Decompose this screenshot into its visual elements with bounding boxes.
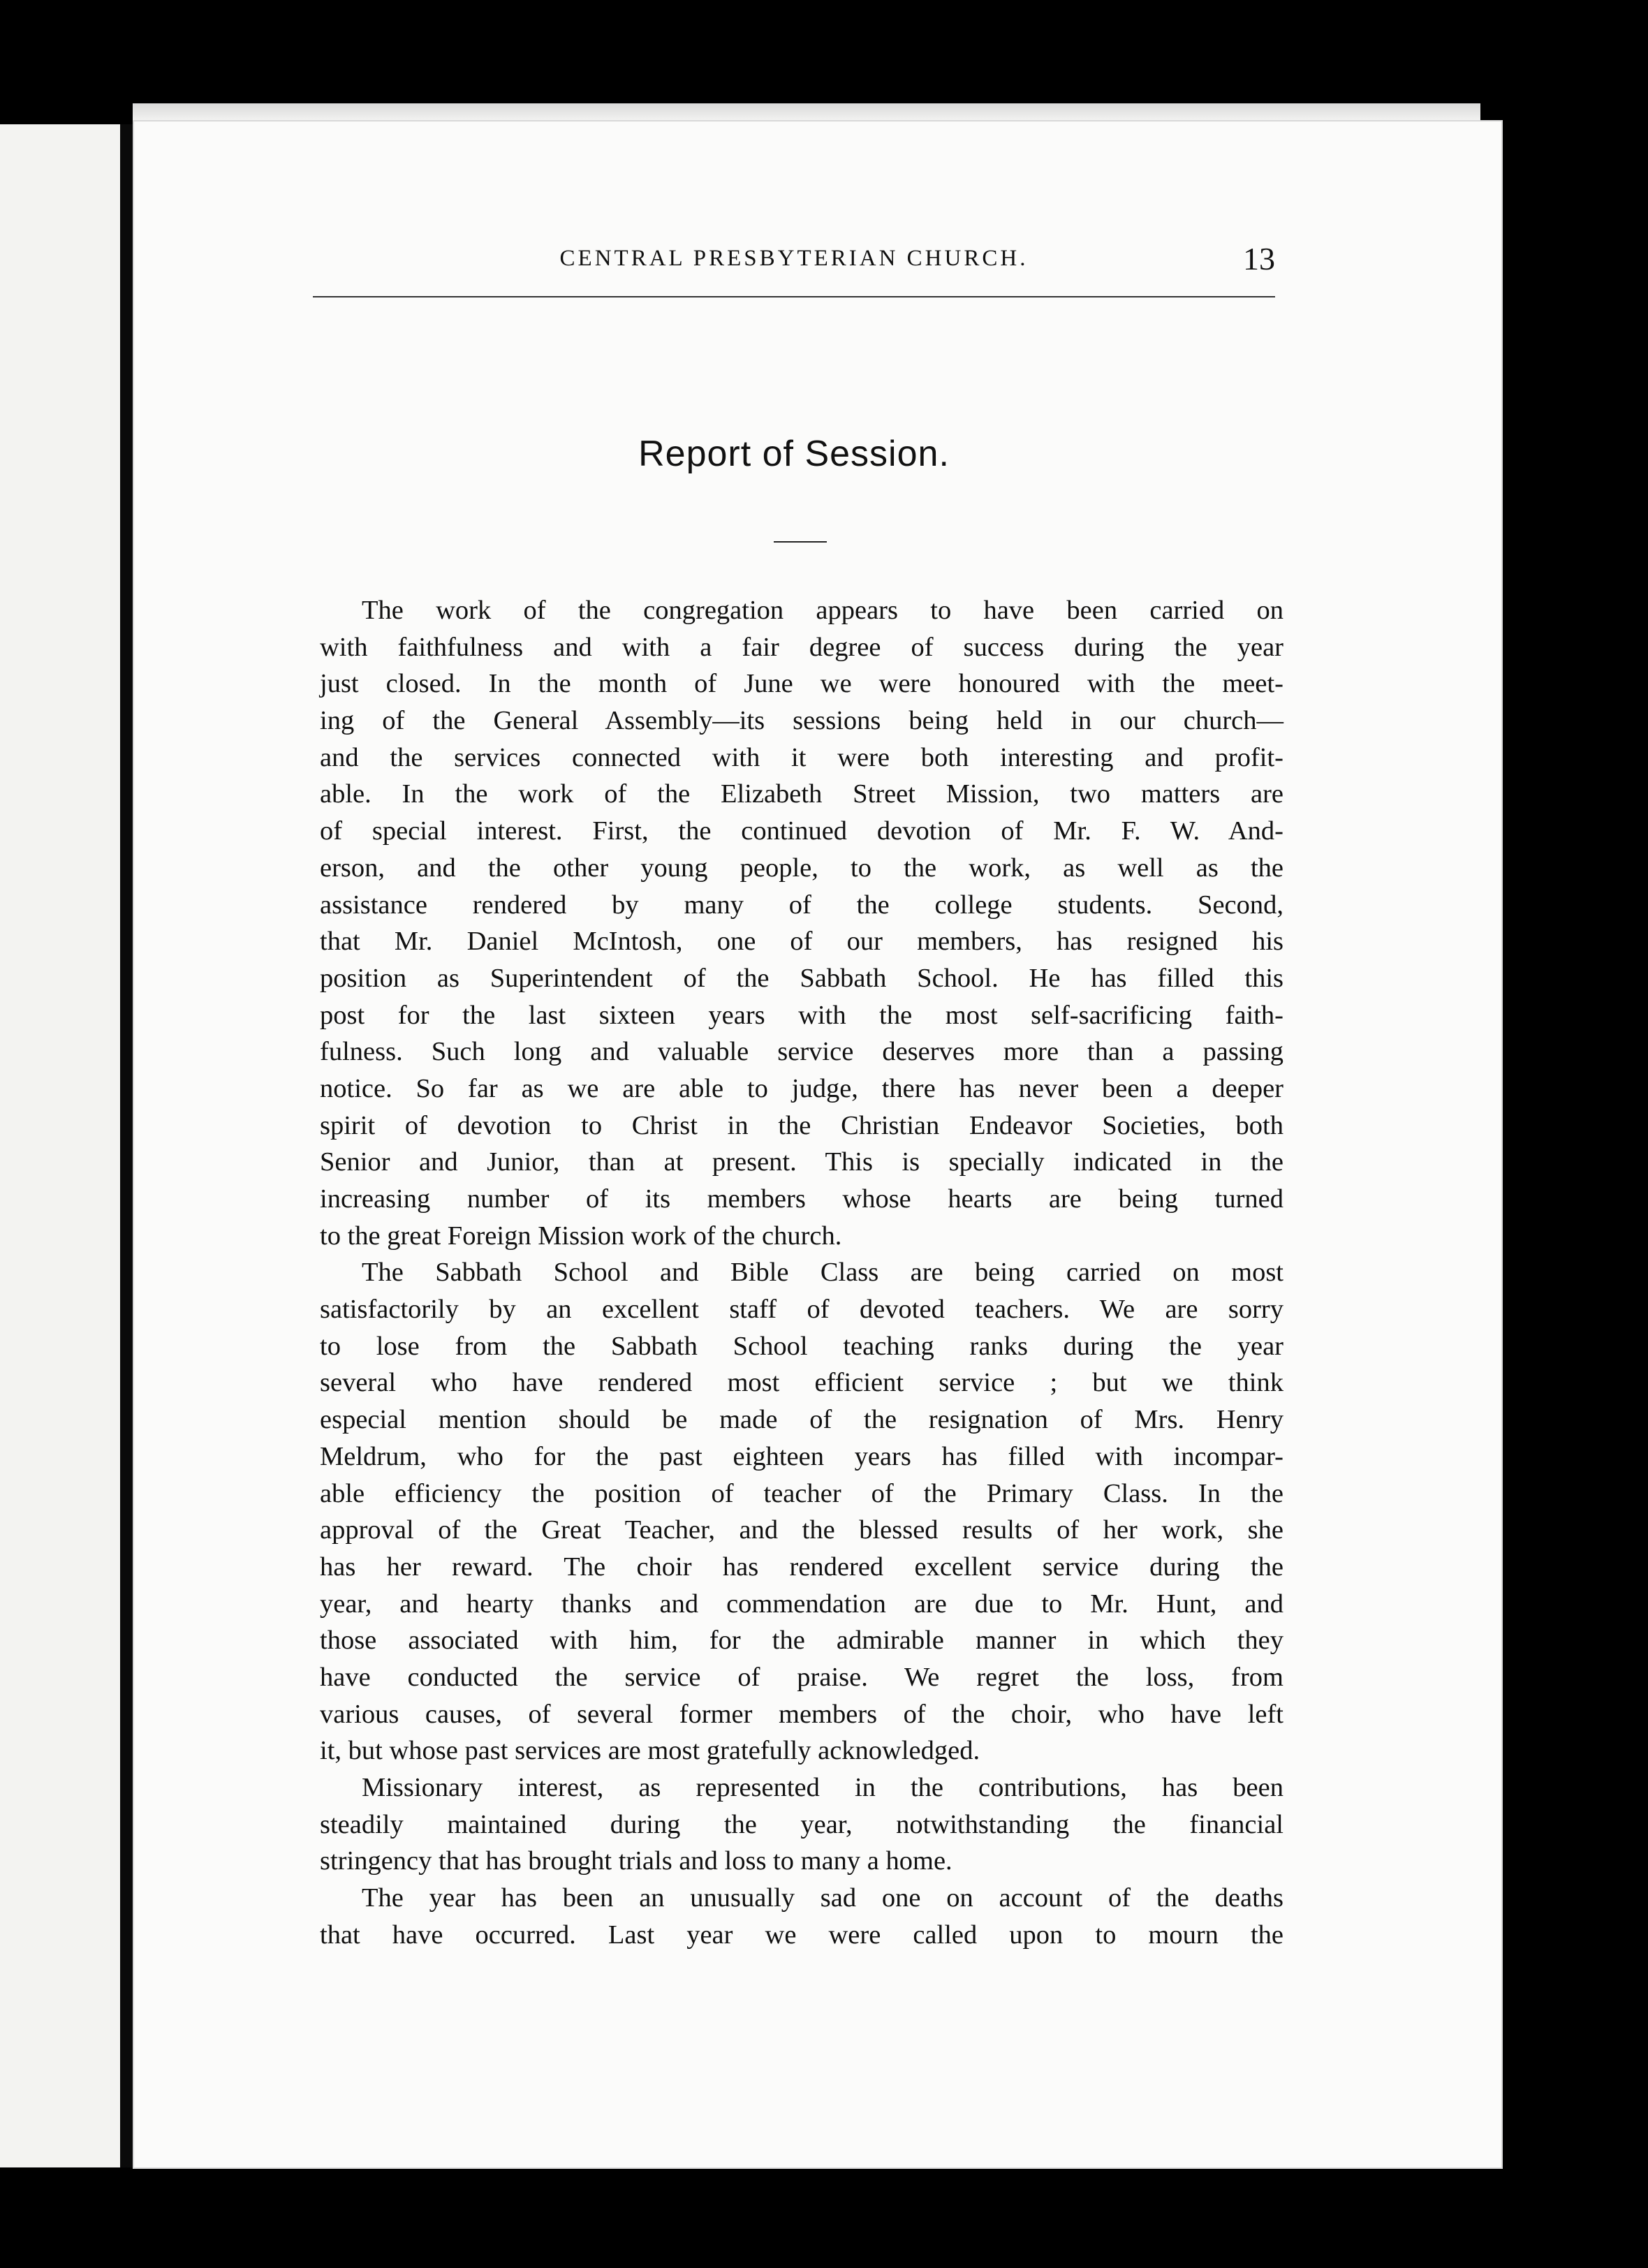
text-line: to the great Foreign Mission work of the church. [320,1221,842,1251]
text-line: able. In the work of the Elizabeth Street Mission, two matters are [320,779,1283,809]
text-line: just closed. In the month of June we were honoured with the meet- [320,669,1283,699]
text-line: notice. So far as we are able to judge, there has never been a deeper [320,1073,1283,1103]
text-line: able efficiency the position of teacher of the Primary Class. In the [320,1478,1283,1508]
text-line: with faithfulness and with a fair degree of success during the year [320,632,1283,662]
text-line: The work of the congregation appears to have been carried on [362,596,1283,625]
text-line: Meldrum, who for the past eighteen years has filled with incompar- [320,1441,1283,1471]
left-page-edge [0,124,122,2167]
body-text [320,592,1283,1953]
section-title: Report of Session. [638,434,950,474]
text-line: several who have rendered most efficient service ; but we think [320,1368,1283,1398]
text-line: that have occurred. Last year we were called upon to mourn the [320,1920,1283,1950]
text-line: especial mention should be made of the resignation of Mrs. Henry [320,1405,1283,1435]
text-line: ing of the General Assembly—its sessions being held in our church— [320,706,1283,736]
book-gutter [120,124,133,2167]
text-line: approval of the Great Teacher, and the blessed results of her work, she [320,1515,1283,1545]
text-line: position as Superintendent of the Sabbath School. He has filled this [320,963,1283,993]
text-line: has her reward. The choir has rendered excellent service during the [320,1552,1283,1582]
text-line: and the services connected with it were both interesting and profit- [320,742,1283,772]
text-line: that Mr. Daniel McIntosh, one of our members, has resigned his [320,927,1283,957]
text-line: of special interest. First, the continued devotion of Mr. F. W. And- [320,816,1283,846]
text-line: erson, and the other young people, to the work, as well as the [320,853,1283,883]
text-line: increasing number of its members whose hearts are being turned [320,1184,1283,1214]
text-line: fulness. Such long and valuable service deserves more than a passing [320,1037,1283,1067]
text-line: post for the last sixteen years with the most self-sacrificing faith- [320,1000,1283,1030]
text-line: year, and hearty thanks and commendation are due to Mr. Hunt, and [320,1589,1283,1619]
running-header [313,240,1275,286]
text-line: have conducted the service of praise. We regret the loss, from [320,1662,1283,1692]
text-line: Senior and Junior, than at present. This is specially indicated in the [320,1147,1283,1177]
header-rule [313,296,1275,297]
text-line: various causes, of several former members of the choir, who have left [320,1699,1283,1729]
text-line: it, but whose past services are most gratefully acknowledged. [320,1736,980,1766]
running-title: CENTRAL PRESBYTERIAN CHURCH. [559,246,1029,271]
page-top-edge [133,103,1480,122]
text-line: spirit of devotion to Christ in the Christian Endeavor Societies, both [320,1110,1283,1140]
text-line: stringency that has brought trials and loss to many a home. [320,1846,952,1876]
text-line: steadily maintained during the year, notwithstanding the financial [320,1809,1283,1839]
text-line: satisfactorily by an excellent staff of devoted teachers. We are sorry [320,1295,1283,1325]
title-rule [774,541,827,543]
text-line: those associated with him, for the admirable manner in which they [320,1626,1283,1656]
page-number: 13 [1243,241,1275,277]
text-line: Missionary interest, as represented in the contributions, has been [362,1773,1283,1802]
text-line: to lose from the Sabbath School teaching ranks during the year [320,1331,1283,1361]
text-line: assistance rendered by many of the college students. Second, [320,890,1283,920]
text-line: The year has been an unusually sad one on account of the deaths [362,1883,1283,1913]
text-line: The Sabbath School and Bible Class are being carried on most [362,1258,1283,1288]
